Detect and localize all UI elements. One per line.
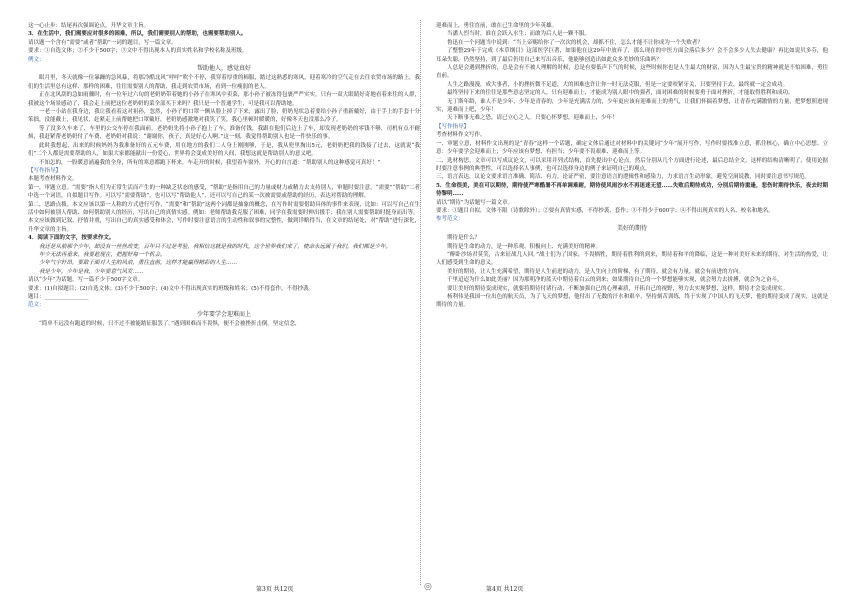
text-paragraph: 题目：________________ [28, 294, 89, 300]
text-paragraph: 期待是什么？ [447, 235, 481, 242]
text-paragraph: 请以“期待”为话题写一篇文章。 [436, 199, 514, 206]
text-paragraph: “醉卧沙场君莫笑，古来征战几人回。”战士们为了国家，不畏牺牲，期待着胜利的到来，期待着和平的降临，这是一种对美好未来的期待，对生活的热爱，让人们感受到生命的意义。 [436, 251, 828, 267]
text-paragraph: 我是少年，少年是我，少年要意气风发…… [39, 268, 144, 275]
text-paragraph: “简单不远没有跑道的时候，只不过不被能踏征服罢了。”遇到困难而不畏惧，便不会被挫折击倒。坚定信念， [39, 321, 301, 328]
text-paragraph: 三、语言表达，议论文要求语言准确、简洁、有力，论证严密，要注意语言的逻辑性和感染力，力求语言生动形象，避免空洞说教，同时要注意书写规范。 [436, 174, 811, 181]
page-gutter-divider [420, 20, 423, 585]
text-paragraph: 3．在生活中，我们需要应对很多的困难，所以，我们需要别人的帮助，也需要帮助别人。 [28, 31, 247, 38]
text-paragraph: 考查材料作文写作。 [436, 132, 486, 139]
text-paragraph: 鲁迅在一个问题当中说到：“当上帝赐给你了一次次的机会，却抓不住，怎么才能不让你成为一个失败者？ [447, 39, 703, 46]
essay-title: 帮助他人，感觉真好 [196, 65, 251, 73]
text-paragraph: 迎难而上，勇往直前，敢在已生命里的少年英雄。 [436, 23, 558, 29]
text-paragraph: 无丁斯年龄，谁人不是少年，少年是青春的，少年是充满活力的，少年更应该有迎难而上的勇气，让我们怀揣着梦想，让青春充满激情的力量，把梦想照进现实，迎难而上吧，少年！ [436, 98, 828, 114]
text-paragraph: 要求：①自选文体；②不少于500字；③文中不得出现本人的真实姓名和学校名称及班级。 [28, 48, 248, 55]
text-paragraph: 本题考查材料作文。 [28, 176, 78, 183]
text-paragraph: 人总是会遇到挫折的，总是会有不被人理解的时候，总是有要低声下气的时候，这些时候你也是人生最大的财富，因为人生最宝贵的精神就是不怕困难，勇往直前。 [436, 65, 828, 80]
text-paragraph: 最终坚持下来的往往是那些意志坚定的人，只有迎难而上，才能成为别人眼中的强者，面对困难的时候要勇于面对挫折，才能取得胜利和成功。 [447, 90, 794, 97]
page-number-right: 第4页 共12页 [486, 586, 524, 593]
text-paragraph: 本文应该做到记叙、抒情并重，写出自己的真实感受和体会，写作时要注意语言的生动性和叙事的完整性，做到详略得当，在文章的结尾处，对“帮助”进行深化，升华文章的主旨。 [28, 218, 420, 233]
text-paragraph: 我还是从前那个少年，却没有一丝丝改变，百年只不过是考验，我相信这就是我的时代，这个世界我们来了，使命永远属于我们，我们都是少年。 [39, 243, 392, 250]
text-paragraph: 一老一小站在我身边，我让我看着这对祖孙，忽然，小孙子的口罩一侧从脸上掉了下来，露出了脸，奶奶见状急着要给小孙子重新戴好，由于手上的手套十分笨拙，没能戴上，我见状，赶紧走上前帮她把口罩戴好，老奶奶感激地对我笑了笑，我心里顿时暖暖的，好像冬天也没那么冷了。 [28, 109, 420, 124]
text-paragraph: 4．阅读下面的文字，按要求作文。 [28, 235, 115, 242]
section-tag: 【写作指导】 [28, 167, 62, 174]
text-paragraph: 不知怎的，一股暖意涌遍我的全身，所有的寒意都跑下杯来，车走开的时候，我望着车窗外，开心的自言道：“帮助别人的这种感觉可真好！” [39, 159, 381, 166]
text-paragraph: 一、审题立意，材料作文出现的是“青春”这样一个话题，确定文体后通过对材料中的关键词“少年”展开写作，写作时要找准立意，抓住核心，确立中心思想。立意：少年要学会迎难而上；少年应该有梦想、有担当；少年要不畏艰难、迎难而上等。 [436, 140, 828, 156]
text-paragraph: 这一心止步：结尾再次强调论点，升华文章主旨。 [28, 23, 150, 29]
text-paragraph: 第二，思路点拨。本文应该以第一人称的方式进行写作，“需要”和“帮助”这两个词都是抽象的概念，在写作时需要借助具体的事件来表现，比如：可以写自己在生活中如何被别人帮助、如何帮助别人的经历，写出自己的真情实感。例如：老师帮助我克服了困难，同学在我需要时伸出援手；我在别人需要帮助时挺身而出等。 [28, 201, 420, 216]
text-paragraph: 正在北风刮的急如雨骤时，有一位年过六旬的老奶奶带着她的小孙子在寒风中卖菜，那小孙子被冻得包裹严严实实，只有一双大眼睛好奇地看着来往的人群，我被这个场景感动了，我会走上前把这位老奶奶的菜全部买下来吗？我只是一个普通学生，可是我可以帮助她。 [28, 92, 420, 107]
center-mark-icon: ◎ [424, 582, 432, 592]
text-paragraph: 二、选材构思，文章可以写成议论文，可以采用并列式结构，首先提出中心论点，然后分别从几个方面进行论述，最后总结全文，这样的结构清晰明了，使用论据时要注意事例的典型性，可以选择名人事例，也可以选择身边的例子来证明自己的观点。 [436, 157, 828, 172]
text-paragraph: 眼月里，冬天就像一位暴躁的急风暴，将那冷酷北风“呼呼”吹个不停，我穿着厚重的棉服，踏过这熟悉的寒风，迎着寒冷的空气走在去往农贸市场的路上，我们的生活里总有这样、那样的困难，往往需要别人的帮助，我走到农贸市场，看到一位瘦弱的老人。 [28, 75, 420, 90]
text-paragraph: 杨利伟是我国一位出色的航天员，为了飞天的梦想，他付出了无数的汗水和艰辛，坚持刻苦训练，终于实现了中国人的飞天梦，他的期待变成了现实，这就是期待的力量。 [436, 294, 828, 309]
text-paragraph: 年少无法再重来，我要趁现在，把握好每一个机会。 [39, 251, 166, 258]
text-paragraph: 请以“少年”为话题，写一篇不少于500字文章。 [28, 277, 144, 284]
section-tag: 【写作指导】 [436, 123, 470, 130]
page-right-column [436, 22, 828, 582]
section-tag: 参考范文： [436, 216, 464, 223]
essay-title: 少年要学会迎难而上 [196, 310, 251, 318]
text-paragraph: 了整整29年于完成《本草纲目》这部医学巨著，如果他在这29年中放弃了，那么现在的中医方面会落后多少？会不会多少人失去健康？再比如说贝多芬，他耳朵失聪，仍然坚持，到了最后仍用自己来写出音乐，他能够创造出如此众多美妙的乐曲吗？ [436, 48, 828, 63]
section-tag: 例文： [28, 56, 45, 63]
text-paragraph: 要求：(1)自拟题目；(2)自选文体；(3)不少于500字；(4)文中不得出现真实的班级和姓名；(5)不得套作，不得抄袭。 [28, 285, 314, 292]
text-paragraph: 美好的期待，让人生充满希望，期待是人生前进的动力，是人生向上的阶梯，有了期待，就会有力量，就会有前进的方向。 [447, 268, 745, 275]
text-paragraph: 人生之路漫漫，成大事者，小的挫折微不足道，大的困难也许让你一时无法克服，但是一定要咬紧牙关，只要坚持下去，最终就一定会成功。 [447, 81, 789, 88]
text-paragraph: 期待是生命的动力，是一种乐观、积极向上、充满美好的精神。 [447, 243, 602, 250]
page-number-left: 第3页 共12页 [256, 586, 294, 593]
page-left-column [28, 22, 420, 582]
text-paragraph: 此时我想起，出来的时候妈妈为我准备好的五元车费，用在地方的我们二人身上刚刚够，于是，我从兜里掏出5元，老奶奶把我的钱接了过去，这就说“我们”二个人都是需要帮助的人，如果大家都能献出一份爱心，世界将会变成美好的人间，我想这就是帮助别人的意义吧。 [28, 142, 420, 158]
text-paragraph: 第一，审题立意。“需要”指人们为正常生活而产生的一种缺乏状态的感受，“帮助”是指用自己的力量或财力或精力去支持别人，审题时要注意，“需要”“帮助”二者中选一个词语，自拟题目写作。可以写“需要帮助”，也可以写“帮助他人”，还可以写自己的某一次被需要或帮助的经历，表达对帮助的理解。 [28, 184, 420, 200]
text-paragraph: 要让美好的期待变成现实，就要将期待付诸行动，不断加强自己的心理素质，开拓自己的视野，努力去实现梦想，这样，期待才会变成现实。 [447, 285, 789, 292]
section-tag: 范文： [28, 302, 45, 309]
text-paragraph: 千里迢迢为什么如此美丽？因为那明净的蓝天中期待着白云的到来；如果期待自己的一个梦想能够实现，就会努力去拼搏，就会为之奋斗。 [447, 277, 783, 284]
text-paragraph: 要求：①题目自拟，文体不限（诗歌除外）；②要有真情实感，不得抄袭、套作；③不得少于600字；④不得出现真实的人名、校名和地名。 [436, 207, 774, 214]
text-paragraph: 天下断事无难之恐，请已立心之人。只要心怀梦想，迎难而上，少年！ [447, 115, 618, 122]
text-paragraph: 等了没多久车来了，车里的公交车停在我面前，老奶奶先将小孙子抱上了车，准备付钱，我跟在他们后边上了车，却发现老奶奶的零钱不够，司机有点不耐烦，我赶紧帮老奶奶付了车费，老奶奶对我说：“谢谢你，孩子，真是好心人啊。”这一刻，我觉得帮助别人也是一件快乐的事。 [28, 125, 420, 141]
text-paragraph: 当潘人烈当时，谁在会跃入水生；而敢为后人是一颗不服。 [447, 31, 591, 38]
text-paragraph: 少年气宇轩昂，要敢于面对人生的风浪，勇往直前，这样才能赢得精彩的人生…… [39, 260, 238, 267]
text-paragraph: 请以题一个含有“需要”或者“帮助”一词的题目，写一篇文章。 [28, 39, 177, 46]
essay-title: 美好的期待 [616, 224, 647, 232]
text-paragraph: 5．生命很美，美在可以期待，期待使严寒酷暑不再单调难耐，期待使风雨沙水不再迷迷无望……失败后期待成功，分别后期待重逢，悲伤时期待快乐，夜去时期待黎明…… [436, 182, 828, 198]
